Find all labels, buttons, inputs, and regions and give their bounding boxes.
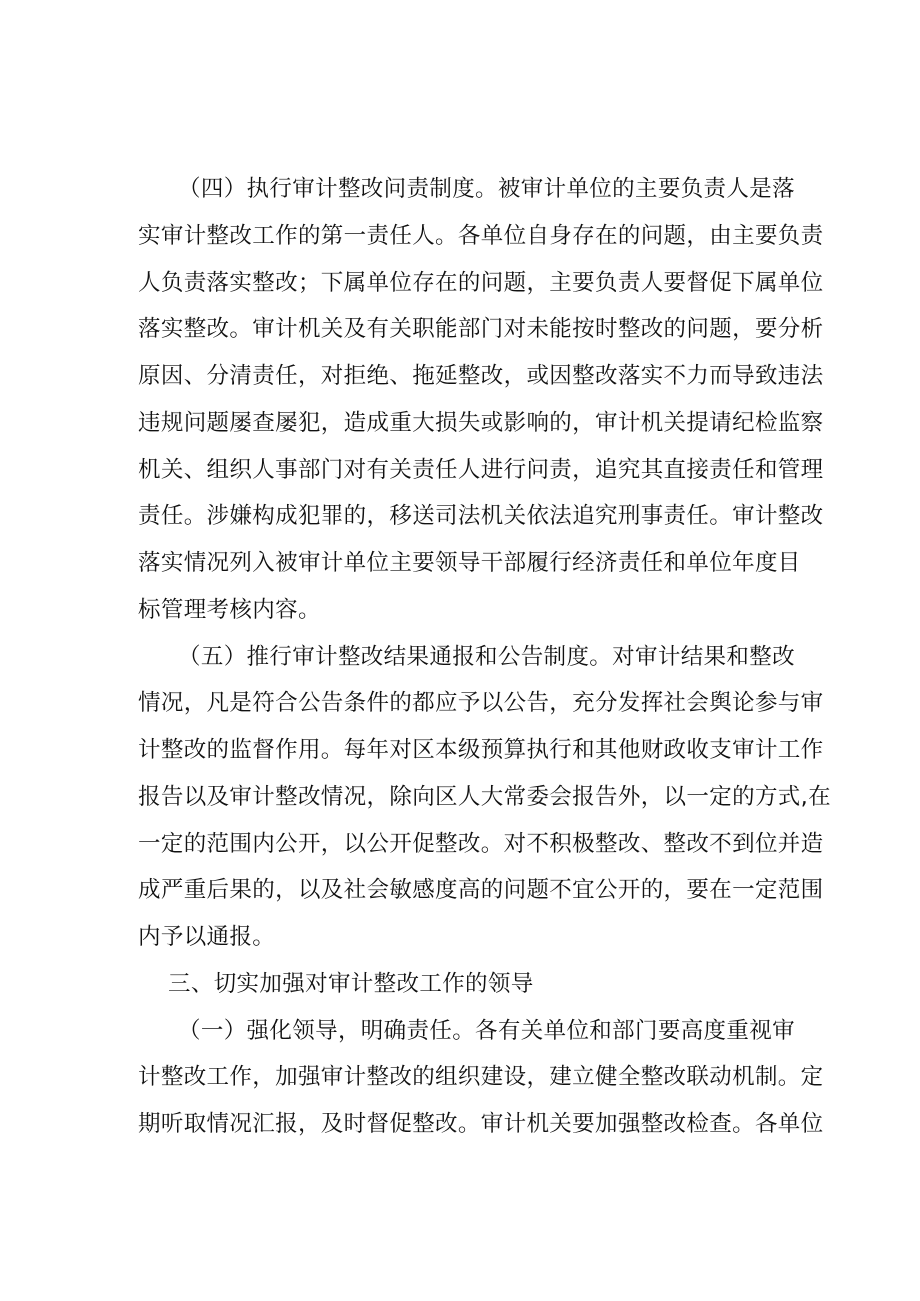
text-line: 内予以通报。 bbox=[138, 924, 276, 950]
text-line: 违规问题屡查屡犯，造成重大损失或影响的，审计机关提请纪检监察 bbox=[138, 410, 824, 436]
text-line: 报告以及审计整改情况，除向区人大常委会报告外，以一定的方式,在 bbox=[138, 784, 832, 810]
text-line: 情况，凡是符合公告条件的都应予以公告，充分发挥社会舆论参与审 bbox=[138, 690, 824, 716]
text-line: 机关、组织人事部门对有关责任人进行问责，追究其直接责任和管理 bbox=[138, 457, 824, 483]
text-line: 成严重后果的，以及社会敏感度高的问题不宜公开的，要在一定范围 bbox=[138, 877, 824, 903]
text-line: 一定的范围内公开，以公开促整改。对不积极整改、整改不到位并造 bbox=[138, 831, 824, 857]
text-line: 人负责落实整改；下属单位存在的问题，主要负责人要督促下属单位 bbox=[138, 270, 824, 296]
section-heading: 三、切实加强对审计整改工作的领导 bbox=[168, 971, 534, 997]
text-line: 落实整改。审计机关及有关职能部门对未能按时整改的问题，要分析 bbox=[138, 316, 824, 342]
text-line: （一）强化领导，明确责任。各有关单位和部门要高度重视审 bbox=[178, 1018, 795, 1044]
text-line: 责任。涉嫌构成犯罪的，移送司法机关依法追究刑事责任。审计整改 bbox=[138, 503, 824, 529]
text-line: 计整改的监督作用。每年对区本级预算执行和其他财政收支审计工作 bbox=[138, 737, 824, 763]
text-line: （四）执行审计整改问责制度。被审计单位的主要负责人是落 bbox=[178, 176, 795, 202]
text-line: 原因、分清责任，对拒绝、拖延整改，或因整改落实不力而导致违法 bbox=[138, 363, 824, 389]
text-line: 标管理考核内容。 bbox=[138, 597, 321, 623]
text-line: 期听取情况汇报，及时督促整改。审计机关要加强整改检查。各单位 bbox=[138, 1111, 824, 1137]
text-line: 计整改工作，加强审计整改的组织建设，建立健全整改联动机制。定 bbox=[138, 1064, 824, 1090]
text-line: （五）推行审计整改结果通报和公告制度。对审计结果和整改 bbox=[178, 644, 795, 670]
text-line: 落实情况列入被审计单位主要领导干部履行经济责任和单位年度目 bbox=[138, 550, 801, 576]
text-line: 实审计整改工作的第一责任人。各单位自身存在的问题，由主要负责 bbox=[138, 223, 824, 249]
